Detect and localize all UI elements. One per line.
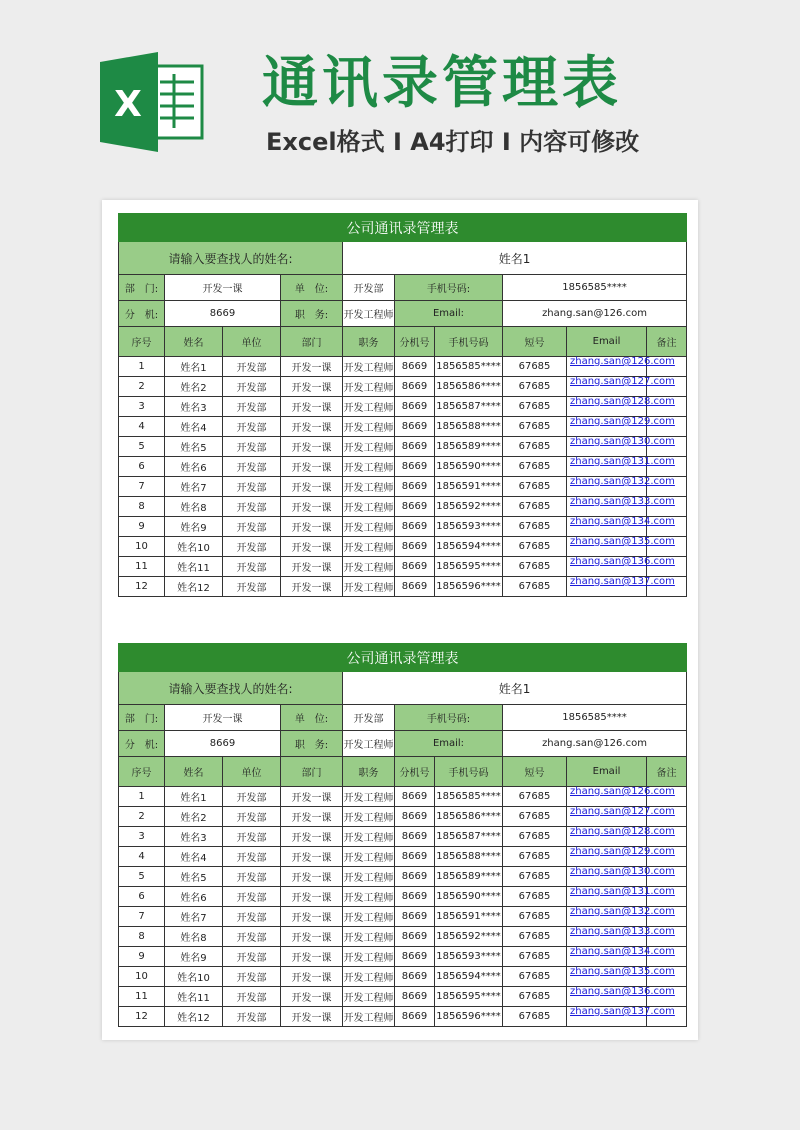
table-cell: 开发部 [223,517,281,537]
table-cell: 姓名2 [165,377,223,397]
dept-label: 部 门: [119,705,165,731]
table-cell: 开发工程师 [343,517,395,537]
table-row [119,457,687,477]
table-cell: 11 [119,557,165,577]
table-cell: 开发一课 [281,847,343,867]
table-cell: 开发一课 [281,577,343,597]
job-value: 开发工程师 [343,731,395,757]
table-cell: 1856591**** [435,477,503,497]
table-cell: 67685 [503,907,567,927]
table-cell: 8669 [395,577,435,597]
table-cell: 开发一课 [281,377,343,397]
table-cell: 开发一课 [281,437,343,457]
column-header: 职务 [343,757,395,787]
phone-value: 1856585**** [503,705,687,731]
table-cell: 开发工程师 [343,357,395,377]
table-row [119,987,687,1007]
table-cell: 67685 [503,967,567,987]
email-link[interactable]: zhang.san@127.com [567,377,647,397]
phone-label: 手机号码: [395,705,503,731]
table-cell: 开发一课 [281,397,343,417]
table-cell: 开发一课 [281,947,343,967]
column-header: 职务 [343,327,395,357]
page-title: 通讯录管理表 [262,51,622,116]
table-cell: 开发一课 [281,887,343,907]
table-cell: 开发工程师 [343,927,395,947]
table-cell: 8 [119,927,165,947]
job-value: 开发工程师 [343,301,395,327]
table-cell: 67685 [503,1007,567,1027]
table-cell: 67685 [503,807,567,827]
table-cell: 67685 [503,517,567,537]
table-cell: 1856590**** [435,457,503,477]
table-cell: 8669 [395,1007,435,1027]
ext-label: 分 机: [119,731,165,757]
table-row [119,497,687,517]
column-header: 姓名 [165,757,223,787]
table-cell: 开发工程师 [343,377,395,397]
table-cell: 开发部 [223,557,281,577]
table-row [119,807,687,827]
table-cell: 开发部 [223,537,281,557]
table-cell: 开发一课 [281,867,343,887]
table-cell: 开发工程师 [343,1007,395,1027]
table-cell: 67685 [503,867,567,887]
table-cell: 开发部 [223,887,281,907]
table-cell: 3 [119,397,165,417]
table-row [119,947,687,967]
table-cell: 开发工程师 [343,887,395,907]
table-cell: 开发一课 [281,517,343,537]
table-cell: 姓名3 [165,397,223,417]
table-cell: 1856596**** [435,577,503,597]
table-cell: 开发部 [223,947,281,967]
table-row [119,1007,687,1027]
logo-letter: X [114,84,142,125]
table-cell: 姓名7 [165,477,223,497]
table-cell: 开发工程师 [343,577,395,597]
page-subtitle: Excel格式 I A4打印 I 内容可修改 [266,128,640,156]
table-row [119,437,687,457]
table-cell: 开发工程师 [343,847,395,867]
table-row [119,787,687,807]
email-link[interactable]: zhang.san@136.com [567,987,647,1007]
table-cell: 1856586**** [435,377,503,397]
search-input[interactable]: 姓名1 [343,672,687,705]
table-row [119,577,687,597]
table-cell: 开发部 [223,437,281,457]
table-cell: 开发工程师 [343,557,395,577]
email-link[interactable]: zhang.san@135.com [567,537,647,557]
phone-label: 手机号码: [395,275,503,301]
table-cell: 姓名9 [165,947,223,967]
table-cell: 开发工程师 [343,947,395,967]
table-cell: 姓名5 [165,867,223,887]
column-header: 手机号码 [435,757,503,787]
email-link[interactable]: zhang.san@133.com [567,497,647,517]
email-link[interactable]: zhang.san@130.com [567,437,647,457]
table-cell: 开发部 [223,457,281,477]
excel-logo-icon [100,52,206,152]
table-cell: 开发工程师 [343,417,395,437]
table-cell: 4 [119,847,165,867]
table-cell: 开发部 [223,1007,281,1027]
table-cell: 开发工程师 [343,437,395,457]
table-cell: 67685 [503,987,567,1007]
table-cell: 12 [119,577,165,597]
table-cell: 1856593**** [435,517,503,537]
email-link[interactable]: zhang.san@135.com [567,967,647,987]
email-link[interactable]: zhang.san@128.com [567,827,647,847]
table-cell: 12 [119,1007,165,1027]
table-cell: 开发一课 [281,907,343,927]
email-link[interactable]: zhang.san@127.com [567,807,647,827]
table-cell: 姓名8 [165,927,223,947]
table-cell: 8669 [395,517,435,537]
email-link[interactable]: zhang.san@131.com [567,887,647,907]
table-cell: 开发部 [223,577,281,597]
column-header: 部门 [281,327,343,357]
unit-label: 单 位: [281,275,343,301]
table-cell: 开发工程师 [343,987,395,1007]
table-cell: 开发一课 [281,967,343,987]
table-cell: 开发一课 [281,807,343,827]
table-cell: 姓名11 [165,987,223,1007]
table-cell: 姓名10 [165,967,223,987]
table-cell: 8669 [395,537,435,557]
email-link[interactable]: zhang.san@132.com [567,907,647,927]
table-cell: 5 [119,437,165,457]
table-cell: 1856589**** [435,437,503,457]
table-cell: 姓名11 [165,557,223,577]
column-header: 单位 [223,327,281,357]
table-cell: 8669 [395,397,435,417]
table-row [119,377,687,397]
column-header: 短号 [503,327,567,357]
email-link[interactable]: zhang.san@137.com [567,1007,647,1027]
document-page [102,200,698,1040]
dept-label: 部 门: [119,275,165,301]
table-cell: 6 [119,457,165,477]
unit-value: 开发部 [343,275,395,301]
table-cell: 开发工程师 [343,397,395,417]
table-cell: 67685 [503,887,567,907]
contact-sheet-2 [118,643,687,1027]
table-cell: 开发部 [223,867,281,887]
table-cell: 67685 [503,497,567,517]
table-cell: 姓名5 [165,437,223,457]
table-cell: 开发一课 [281,357,343,377]
column-header: 备注 [647,327,687,357]
table-cell: 开发部 [223,967,281,987]
column-header: Email [567,757,647,787]
table-cell: 67685 [503,847,567,867]
table-row [119,397,687,417]
table-cell: 1856593**** [435,947,503,967]
table-cell: 开发工程师 [343,537,395,557]
table-cell: 姓名4 [165,417,223,437]
column-header: 手机号码 [435,327,503,357]
table-cell: 开发部 [223,987,281,1007]
job-label: 职 务: [281,301,343,327]
sheet-title: 公司通讯录管理表 [119,214,687,242]
table-row [119,847,687,867]
unit-label: 单 位: [281,705,343,731]
table-cell: 开发一课 [281,417,343,437]
table-cell: 姓名6 [165,887,223,907]
table-cell: 开发部 [223,377,281,397]
table-cell: 姓名6 [165,457,223,477]
column-header: 分机号 [395,327,435,357]
table-cell: 8669 [395,557,435,577]
table-cell: 1 [119,357,165,377]
email-link[interactable]: zhang.san@132.com [567,477,647,497]
table-cell: 67685 [503,787,567,807]
email-label: Email: [395,301,503,327]
table-cell: 8669 [395,357,435,377]
column-header: Email [567,327,647,357]
table-cell: 67685 [503,437,567,457]
email-label: Email: [395,731,503,757]
table-row [119,557,687,577]
table-cell: 开发工程师 [343,867,395,887]
table-cell: 11 [119,987,165,1007]
table-cell: 67685 [503,927,567,947]
table-cell: 8669 [395,787,435,807]
table-row [119,517,687,537]
table-cell: 7 [119,907,165,927]
table-row [119,827,687,847]
table-cell: 5 [119,867,165,887]
table-cell: 姓名4 [165,847,223,867]
table-cell: 开发部 [223,907,281,927]
contact-sheet-1 [118,213,687,597]
table-cell: 1856595**** [435,987,503,1007]
page-header [0,0,800,190]
table-cell: 67685 [503,477,567,497]
table-cell: 开发工程师 [343,497,395,517]
table-cell: 开发部 [223,417,281,437]
table-cell: 2 [119,807,165,827]
table-cell: 10 [119,537,165,557]
table-cell: 姓名10 [165,537,223,557]
table-cell: 姓名12 [165,577,223,597]
table-cell: 8669 [395,927,435,947]
table-cell: 8 [119,497,165,517]
table-cell: 67685 [503,397,567,417]
table-cell: 开发工程师 [343,457,395,477]
email-link[interactable]: zhang.san@136.com [567,557,647,577]
table-row [119,967,687,987]
table-cell: 姓名8 [165,497,223,517]
table-cell: 姓名2 [165,807,223,827]
table-cell: 1856594**** [435,967,503,987]
email-link[interactable]: zhang.san@128.com [567,397,647,417]
search-label: 请输入要查找人的姓名: [119,242,343,275]
email-link[interactable]: zhang.san@129.com [567,417,647,437]
table-cell: 开发部 [223,827,281,847]
table-cell: 8669 [395,437,435,457]
ext-value: 8669 [165,301,281,327]
table-cell: 开发一课 [281,457,343,477]
table-row [119,907,687,927]
email-link[interactable]: zhang.san@134.com [567,517,647,537]
unit-value: 开发部 [343,705,395,731]
table-cell: 67685 [503,417,567,437]
table-cell: 开发部 [223,497,281,517]
table-cell: 8669 [395,887,435,907]
table-cell: 开发部 [223,807,281,827]
email-link[interactable]: zhang.san@131.com [567,457,647,477]
table-cell: 姓名12 [165,1007,223,1027]
table-cell: 8669 [395,497,435,517]
column-header: 分机号 [395,757,435,787]
table-cell: 8669 [395,947,435,967]
table-cell: 8669 [395,807,435,827]
table-cell: 姓名7 [165,907,223,927]
dept-value: 开发一课 [165,705,281,731]
email-value: zhang.san@126.com [503,301,687,327]
table-cell: 姓名3 [165,827,223,847]
table-cell: 10 [119,967,165,987]
table-cell: 67685 [503,457,567,477]
column-header: 序号 [119,757,165,787]
email-link[interactable]: zhang.san@137.com [567,577,647,597]
table-cell: 开发部 [223,787,281,807]
column-header: 序号 [119,327,165,357]
column-header: 备注 [647,757,687,787]
email-value: zhang.san@126.com [503,731,687,757]
search-input[interactable]: 姓名1 [343,242,687,275]
table-cell: 8669 [395,987,435,1007]
table-cell: 8669 [395,377,435,397]
table-cell: 姓名9 [165,517,223,537]
table-cell: 开发工程师 [343,477,395,497]
table-cell: 67685 [503,947,567,967]
table-cell: 9 [119,517,165,537]
table-row [119,927,687,947]
email-link[interactable]: zhang.san@129.com [567,847,647,867]
table-cell: 开发一课 [281,497,343,517]
table-cell: 67685 [503,537,567,557]
job-label: 职 务: [281,731,343,757]
table-cell: 67685 [503,357,567,377]
table-cell: 3 [119,827,165,847]
table-cell: 67685 [503,577,567,597]
table-cell: 1856586**** [435,807,503,827]
table-cell: 1856588**** [435,417,503,437]
table-cell: 开发部 [223,477,281,497]
table-cell: 1856590**** [435,887,503,907]
phone-value: 1856585**** [503,275,687,301]
table-cell: 8669 [395,827,435,847]
table-cell: 姓名1 [165,357,223,377]
table-row [119,417,687,437]
table-cell: 1856592**** [435,497,503,517]
table-cell: 8669 [395,417,435,437]
table-cell: 开发部 [223,847,281,867]
table-cell: 1856587**** [435,397,503,417]
table-cell: 1856587**** [435,827,503,847]
table-cell: 开发工程师 [343,807,395,827]
table-cell: 开发一课 [281,927,343,947]
email-link[interactable]: zhang.san@126.com [567,357,647,377]
table-row [119,887,687,907]
table-cell: 8669 [395,867,435,887]
table-cell: 1856585**** [435,357,503,377]
table-cell: 1856591**** [435,907,503,927]
table-cell: 8669 [395,967,435,987]
table-cell: 1856594**** [435,537,503,557]
email-link[interactable]: zhang.san@130.com [567,867,647,887]
search-label: 请输入要查找人的姓名: [119,672,343,705]
table-cell: 8669 [395,477,435,497]
table-cell: 开发工程师 [343,787,395,807]
table-cell: 1856588**** [435,847,503,867]
table-cell: 开发部 [223,927,281,947]
table-cell: 4 [119,417,165,437]
table-cell: 开发一课 [281,827,343,847]
column-header: 短号 [503,757,567,787]
table-cell: 1856596**** [435,1007,503,1027]
table-cell: 7 [119,477,165,497]
table-row [119,537,687,557]
ext-label: 分 机: [119,301,165,327]
table-cell: 开发一课 [281,787,343,807]
table-cell: 开发一课 [281,557,343,577]
table-cell: 开发工程师 [343,907,395,927]
table-cell: 67685 [503,557,567,577]
table-cell: 1856589**** [435,867,503,887]
dept-value: 开发一课 [165,275,281,301]
sheet-title: 公司通讯录管理表 [119,644,687,672]
column-header: 单位 [223,757,281,787]
table-cell: 开发一课 [281,537,343,557]
table-cell: 开发工程师 [343,967,395,987]
ext-value: 8669 [165,731,281,757]
email-link[interactable]: zhang.san@126.com [567,787,647,807]
table-cell: 6 [119,887,165,907]
table-cell: 8669 [395,847,435,867]
table-cell: 67685 [503,827,567,847]
table-cell: 开发工程师 [343,827,395,847]
column-header: 姓名 [165,327,223,357]
email-link[interactable]: zhang.san@134.com [567,947,647,967]
table-cell: 9 [119,947,165,967]
table-cell: 开发部 [223,397,281,417]
table-cell: 1856585**** [435,787,503,807]
table-cell: 开发一课 [281,1007,343,1027]
table-row [119,357,687,377]
column-header: 部门 [281,757,343,787]
table-cell: 1 [119,787,165,807]
table-row [119,477,687,497]
table-cell: 2 [119,377,165,397]
email-link[interactable]: zhang.san@133.com [567,927,647,947]
table-cell: 开发一课 [281,987,343,1007]
table-row [119,867,687,887]
table-cell: 开发一课 [281,477,343,497]
table-cell: 1856595**** [435,557,503,577]
table-cell: 1856592**** [435,927,503,947]
table-cell: 开发部 [223,357,281,377]
table-cell: 67685 [503,377,567,397]
table-cell: 8669 [395,907,435,927]
table-cell: 8669 [395,457,435,477]
table-cell: 姓名1 [165,787,223,807]
